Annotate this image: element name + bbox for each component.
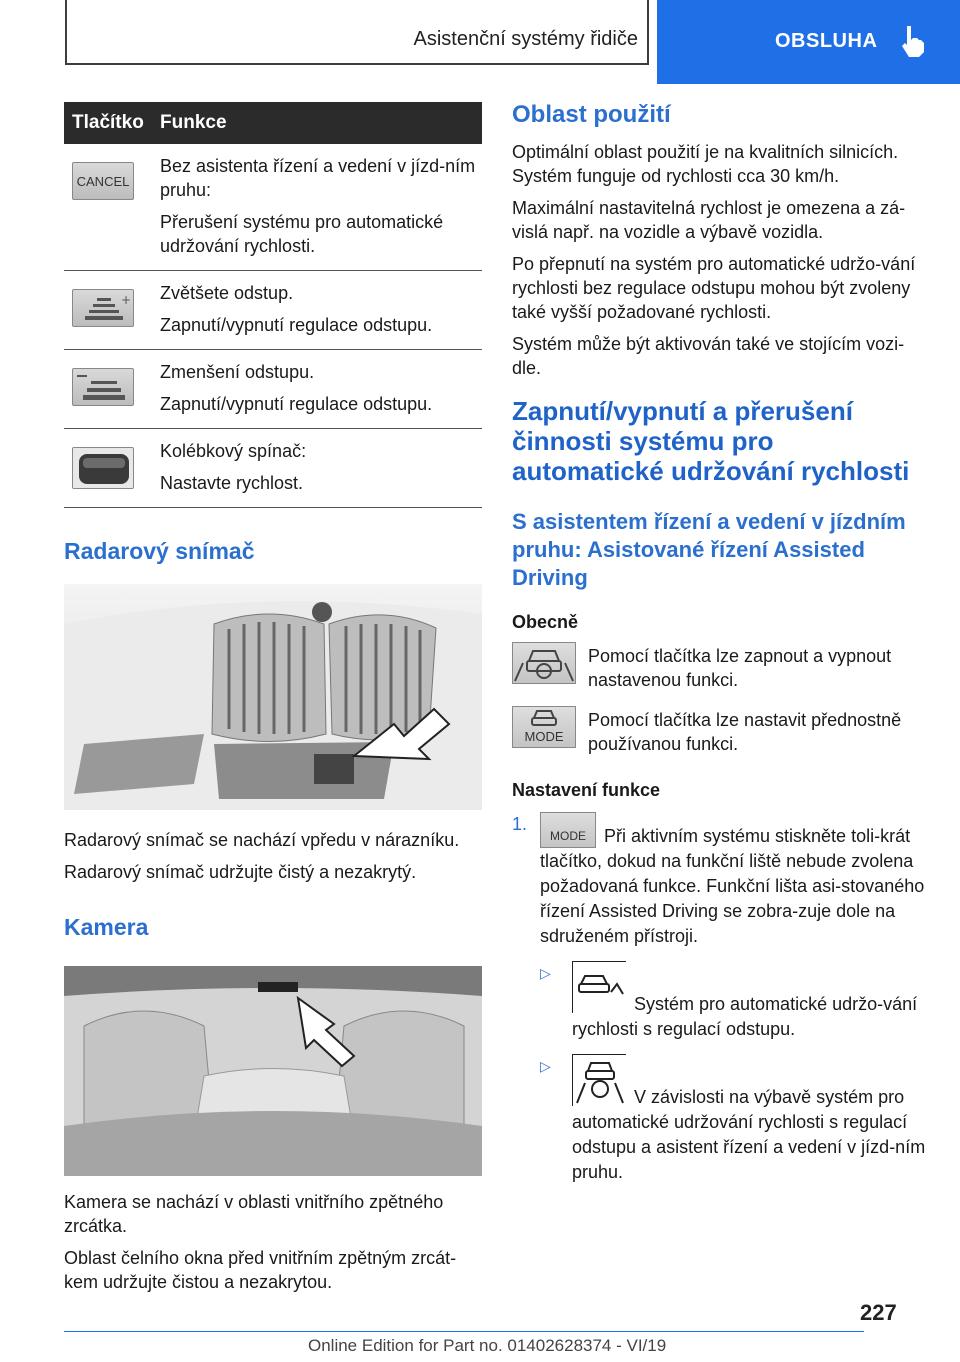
table-cell: Zmenšení odstupu. bbox=[160, 362, 315, 382]
list-item-text: Pomocí tlačítka lze nastavit přednostně používanou funkci. bbox=[588, 710, 902, 754]
list-item bbox=[540, 1054, 927, 1185]
chapter-tab[interactable] bbox=[657, 0, 960, 84]
pointing-hand-icon bbox=[897, 24, 927, 58]
assist-heading: S asistentem řízení a vedení v jízdním pruhu: Asistované řízení Assisted Driving bbox=[512, 509, 906, 590]
table-cell: Zapnutí/vypnutí regulace odstupu. bbox=[160, 315, 433, 335]
triangle-bullet-icon: ▷ bbox=[540, 965, 551, 981]
column-header-function: Funkce bbox=[160, 112, 227, 133]
table-cell: Přerušení systému pro automatické udržování rychlosti. bbox=[160, 212, 444, 256]
camera-heading: Kamera bbox=[64, 914, 149, 940]
table-row bbox=[64, 350, 482, 429]
svg-text:+: + bbox=[121, 293, 132, 307]
cancel-button-label: CANCEL bbox=[76, 174, 130, 189]
rocker-switch-icon bbox=[72, 447, 134, 489]
camera-paragraph-2: Oblast čelního okna před vnitřním zpětným zrcát-kem udržujte čistou a nezakrytou. bbox=[64, 1248, 457, 1292]
edition-note: Online Edition for Part no. 01402628374 - VI/19 bbox=[308, 1336, 667, 1355]
step-1 bbox=[512, 812, 927, 1185]
mode-button-label: MODE bbox=[550, 829, 586, 843]
list-item bbox=[540, 961, 927, 1042]
mode-button-label: MODE bbox=[524, 729, 564, 744]
usage-paragraph-2: Maximální nastavitelná rychlost je omezena a zá-vislá např. na vozidle a výbavě vozidla. bbox=[512, 198, 906, 242]
distance-control-icon bbox=[572, 961, 626, 1013]
page-number: 227 bbox=[860, 1300, 897, 1325]
table-cell: Zapnutí/vypnutí regulace odstupu. bbox=[160, 394, 433, 414]
triangle-bullet-icon: ▷ bbox=[540, 1058, 551, 1074]
step-text: Při aktivním systému stiskněte toli-krát tlačítko, dokud na funkční liště nebude zvolena požadovaná funkce. Funkční lišta asi-stovaného řízení Assisted Driving se zobra-zuje dole na sdruženém přístroji. bbox=[540, 826, 925, 946]
camera-image bbox=[64, 966, 482, 1176]
section-title: Asistenční systémy řidiče bbox=[413, 28, 638, 50]
mode-button-icon bbox=[512, 706, 576, 748]
distance-increase-icon bbox=[72, 289, 134, 327]
table-cell: Kolébkový spínač: bbox=[160, 441, 307, 461]
list-item-text: Pomocí tlačítka lze zapnout a vypnout nastavenou funkci. bbox=[588, 646, 892, 690]
radar-heading: Radarový snímač bbox=[64, 538, 255, 564]
radar-sensor-image bbox=[64, 584, 482, 810]
cancel-button-icon bbox=[72, 162, 134, 200]
usage-heading: Oblast použití bbox=[512, 101, 671, 128]
right-column bbox=[512, 100, 927, 1185]
table-row bbox=[64, 429, 482, 508]
table-cell: Nastavte rychlost. bbox=[160, 473, 304, 493]
list-item bbox=[512, 642, 927, 692]
column-header-button: Tlačítko bbox=[72, 112, 144, 133]
usage-paragraph-4: Systém může být aktivován také ve stojícím vozi-dle. bbox=[512, 334, 905, 378]
table-cell: Bez asistenta řízení a vedení v jízd-ním pruhu: bbox=[160, 156, 476, 200]
usage-paragraph-3: Po přepnutí na systém pro automatické udržo-vání rychlosti bez regulace odstupu mohou být zvoleny také vyšší požadované rychlosti. bbox=[512, 254, 916, 322]
footer-divider bbox=[64, 1331, 864, 1332]
on-off-heading: Zapnutí/vypnutí a přerušení činnosti systému pro automatické udržování rychlosti bbox=[512, 396, 910, 486]
mode-button-icon bbox=[540, 812, 596, 848]
settings-title: Nastavení funkce bbox=[512, 780, 661, 800]
table-header bbox=[64, 102, 482, 144]
header-border-left bbox=[65, 0, 67, 64]
radar-paragraph-2: Radarový snímač udržujte čistý a nezakrytý. bbox=[64, 862, 417, 882]
header-border-right bbox=[647, 0, 649, 64]
usage-paragraph-1: Optimální oblast použití je na kvalitních silnicích. Systém funguje od rychlosti cca 30 km/h. bbox=[512, 142, 899, 186]
table-row bbox=[64, 271, 482, 350]
table-cell: Zvětšete odstup. bbox=[160, 283, 294, 303]
list-item-text: V závislosti na výbavě systém pro automatické udržování rychlosti s regulací odstupu a asistent řízení a vedení v jízd-ním pruhu. bbox=[572, 1087, 926, 1182]
list-item bbox=[512, 706, 927, 756]
step-number: 1. bbox=[512, 814, 528, 834]
list-item-text: Systém pro automatické udržo-vání rychlosti s regulací odstupu. bbox=[572, 994, 918, 1039]
general-title: Obecně bbox=[512, 612, 579, 632]
assist-button-icon bbox=[512, 642, 576, 684]
camera-paragraph-1: Kamera se nachází v oblasti vnitřního zpětného zrcátka. bbox=[64, 1192, 444, 1236]
table-row bbox=[64, 144, 482, 271]
left-column bbox=[64, 102, 482, 1302]
distance-decrease-icon bbox=[72, 368, 134, 406]
chapter-tab-label: OBSLUHA bbox=[775, 30, 878, 52]
steering-assist-icon bbox=[572, 1054, 626, 1106]
radar-paragraph-1: Radarový snímač se nachází vpředu v nárazníku. bbox=[64, 830, 460, 850]
header-border-bottom bbox=[65, 63, 649, 65]
